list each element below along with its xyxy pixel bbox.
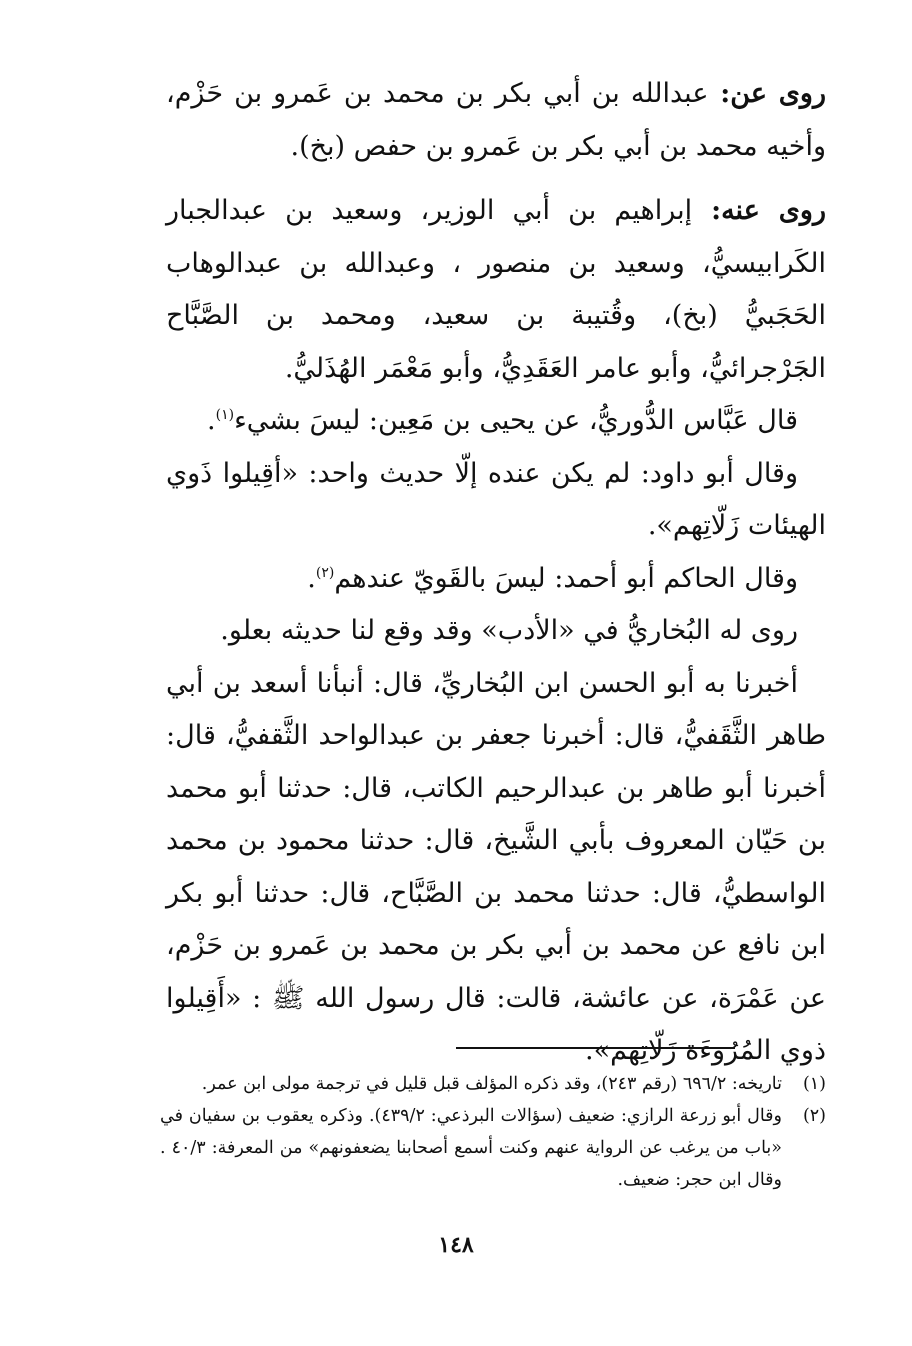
footnotes — [160, 1068, 826, 1196]
footnote-number: (٢) — [802, 1106, 826, 1126]
footnote-separator — [456, 1047, 735, 1049]
footnote-number: (١) — [802, 1074, 826, 1094]
footnote-2 — [160, 1100, 826, 1196]
footnote-text: تاريخه: ٦٩٦/٢ (رقم ٢٤٣)، وقد ذكره المؤلف قبل قليل في ترجمة مولى ابن عمر. — [201, 1074, 782, 1094]
text-abu-dawud: وقال أبو داود: لم يكن عنده إلّا حديث واحد: «أقِيلوا ذَوي الهيئات زَلّاتِهم». — [166, 457, 826, 541]
text-hakim: وقال الحاكم أبو أحمد: ليسَ بالقَويّ عندهم — [334, 562, 798, 594]
period: . — [307, 562, 316, 594]
main-text — [166, 68, 826, 1078]
footnote-ref-2: (٢) — [315, 564, 335, 581]
text-bukhari: روى له البُخاريُّ في «الأدب» وقد وقع لنا حديثه بعلو. — [220, 615, 798, 646]
paragraph-abbas-quote — [166, 395, 826, 448]
label-narrated-from: روى عن: — [708, 78, 827, 109]
text-narrated-from: عبدالله بن أبي بكر بن محمد بن عَمرو بن حَزْم، وأخيه محمد بن أبي بكر بن عَمرو بن حفص (بخ). — [166, 78, 826, 162]
period: . — [207, 405, 216, 436]
text-abbas-quote: قال عَبَّاس الدُّوريُّ، عن يحيى بن مَعِين: ليسَ بشيء — [234, 405, 798, 436]
paragraph-narrated-from — [166, 68, 826, 173]
paragraph-hakim — [166, 553, 826, 606]
footnote-1 — [160, 1068, 826, 1100]
text-isnad: أخبرنا به أبو الحسن ابن البُخاريِّ، قال: أنبأنا أسعد بن أبي طاهر الثَّقَفيُّ، قال: أخبرنا جعفر بن عبدالواحد الثَّقفيُّ، قال: أخبرنا أبو طاهر بن عبدالرحيم الكاتب، قال: حدثنا أبو محمد بن حَيّان المعروف بأبي الشَّيخ، قال: حدثنا محمود بن محمد الواسطيُّ، قال: حدثنا محمد بن الصَّبَّاح، قال: حدثنا أبو بكر ابن نافع عن محمد بن أبي بكر بن محمد بن عَمرو بن حَزْم، عن عَمْرَة، عن عائشة، قالت: قال رسول الله ﷺ : «أَقِيلوا ذوي المُرُوءَة زَلّاتِهم». — [166, 667, 826, 1066]
footnote-ref-1: (١) — [215, 407, 235, 423]
paragraph-bukhari — [166, 605, 826, 658]
paragraph-abu-dawud — [166, 448, 826, 553]
footnote-text: وقال أبو زرعة الرازي: ضعيف (سؤالات البرذعي: ٤٣٩/٢). وذكره يعقوب بن سفيان في «باب من يرغب عن الرواية عنهم وكنت أسمع أصحابنا يضعفونهم» من المعرفة: ٤٠/٣ . وقال ابن حجر: ضعيف. — [160, 1106, 782, 1190]
paragraph-isnad — [166, 658, 826, 1078]
paragraph-narrated-by — [166, 185, 826, 395]
label-narrated-by: روى عنه: — [692, 195, 826, 226]
text-narrated-by: إبراهيم بن أبي الوزير، وسعيد بن عبدالجبار الكَرابيسيُّ، وسعيد بن منصور ، وعبدالله بن عبدالوهاب الحَجَبيُّ (بخ)، وقُتيبة بن سعيد، ومحمد بن الصَّبَّاح الجَرْجرائيُّ، وأبو عامر العَقَدِيُّ، وأبو مَعْمَر الهُذَليُّ. — [166, 195, 826, 384]
page-number: ١٤٨ — [438, 1232, 474, 1258]
